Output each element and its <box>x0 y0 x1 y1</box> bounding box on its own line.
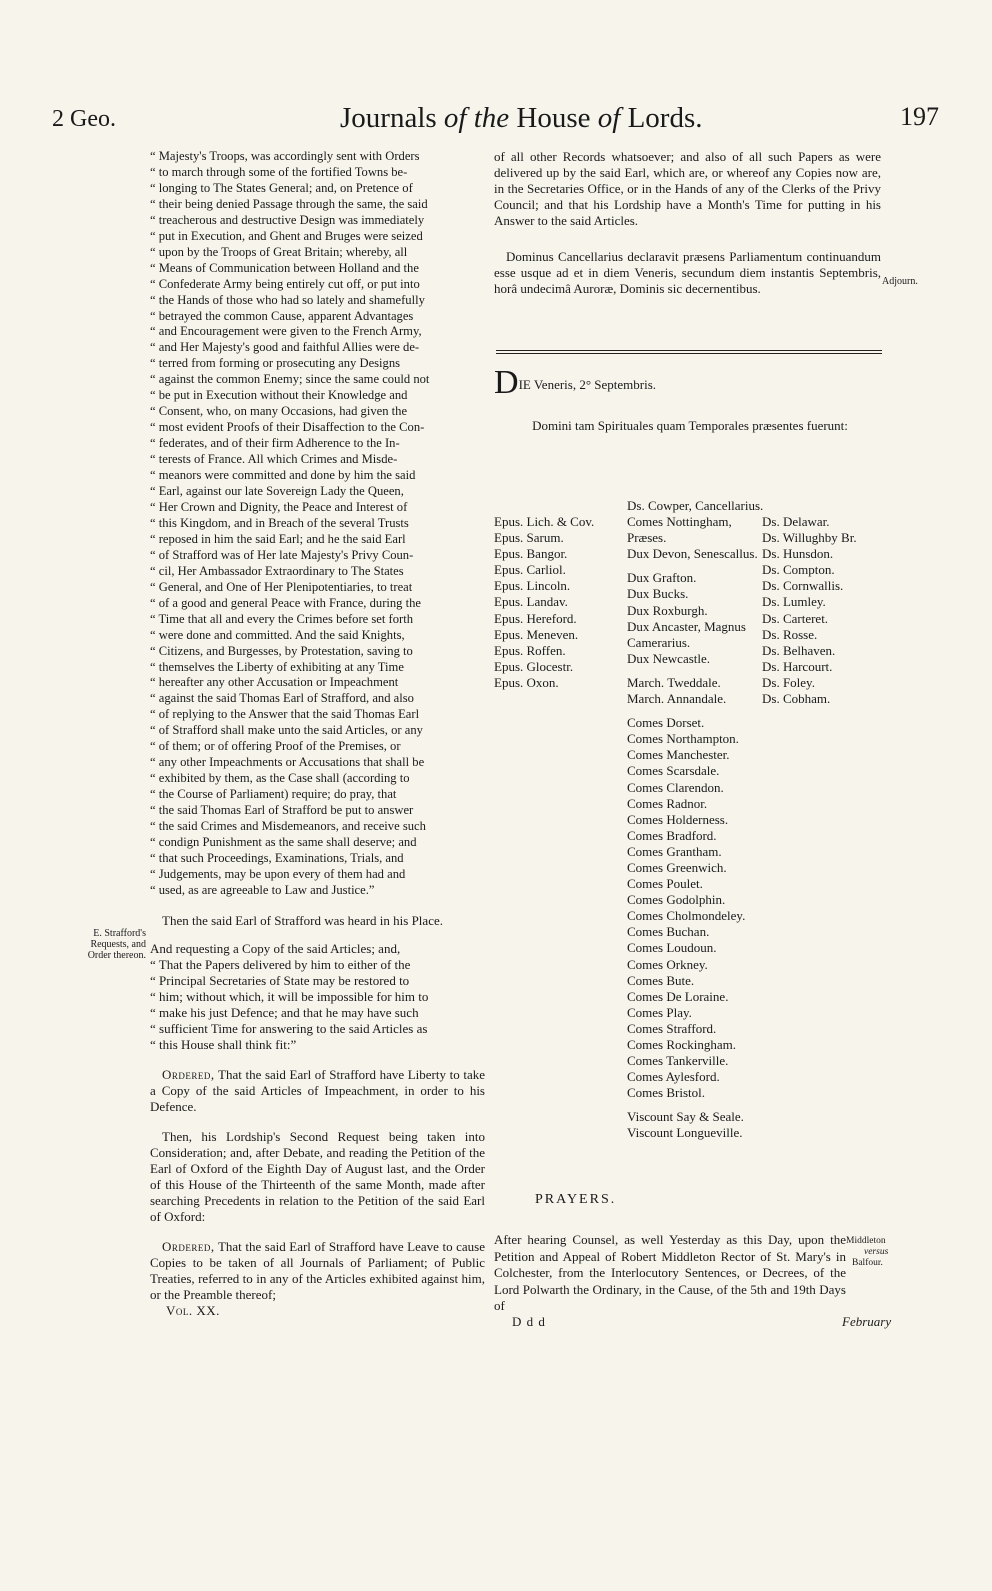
quote-line: “ General, and One of Her Plenipotentiaries, to treat <box>150 579 413 594</box>
lord-entry: Comes Buchan. <box>627 924 710 940</box>
margin-note-strafford <box>60 928 146 961</box>
lord-entry: Comes Nottingham, Præses. <box>627 514 732 546</box>
quote-line: “ Consent, who, on many Occasions, had given the <box>150 404 408 419</box>
lord-entry: Ds. Cowper, Cancellarius. <box>627 498 764 513</box>
quote-line: “ terests of France. All which Crimes and Misde- <box>150 452 398 467</box>
prayers-heading: PRAYERS. <box>535 1192 617 1207</box>
baron-entry: Ds. Lumley. <box>762 594 826 610</box>
quote-line: “ reposed in him the said Earl; and he the said Earl <box>150 531 406 546</box>
title-lords: Lords. <box>627 102 703 134</box>
quote-line: “ Her Crown and Dignity, the Peace and Interest of <box>150 499 408 514</box>
quote-line: “ of Strafford was of Her late Majesty's Privy Coun- <box>150 547 414 562</box>
lord-entry: Comes Aylesford. <box>627 1069 720 1085</box>
quote-line: “ that such Proceedings, Examinations, Trials, and <box>150 850 404 865</box>
lord-entry: Comes Poulet. <box>627 876 703 892</box>
ordered-label: Ordered, <box>162 1238 215 1254</box>
lord-entry: Comes Holderness. <box>627 811 729 827</box>
title-journals: Journals <box>340 102 437 134</box>
quote-line: “ and Encouragement were given to the French Army, <box>150 324 422 339</box>
lord-entry: Comes Northampton. <box>627 731 739 747</box>
list-gap <box>627 1101 767 1109</box>
baron-entry: Ds. Cobham. <box>762 691 831 707</box>
lord-entry: Comes Orkney. <box>627 956 708 972</box>
lord-entry: Comes Radnor. <box>627 795 708 811</box>
earl-requests <box>150 941 485 1053</box>
list-gap <box>627 562 767 570</box>
quote-line: “ the Course of Parliament) require; do pray, that <box>150 787 397 802</box>
quote-line: “ exhibited by them, as the Case shall (according to <box>150 771 410 786</box>
quote-line: “ put in Execution, and Ghent and Bruges were seized <box>150 228 423 243</box>
bishop-entry: Epus. Lincoln. <box>494 578 571 594</box>
journal-title <box>340 102 703 135</box>
regnal-year: 2 Geo. <box>52 106 116 132</box>
catchword-signature: D d d <box>512 1314 546 1329</box>
sitting-date <box>494 364 657 401</box>
quote-line: “ Judgements, may be upon every of them had and <box>150 866 406 881</box>
sitting-date-text: IE Veneris, 2° Septembris. <box>518 377 657 392</box>
quote-line: “ Time that all and every the Crimes before set forth <box>150 611 413 626</box>
lord-entry: Comes Strafford. <box>627 1020 717 1036</box>
lord-entry: Comes De Loraine. <box>627 988 729 1004</box>
quote-line: “ Majesty's Troops, was accordingly sent with Orders <box>150 149 420 163</box>
request-line: “ sufficient Time for answering to the said Articles as <box>150 1020 428 1036</box>
quote-line: “ the Hands of those who had so lately and shamefully <box>150 292 425 307</box>
lord-entry: Dux Bucks. <box>627 586 689 602</box>
quote-line: “ federates, and of their firm Adherence to the In- <box>150 436 400 451</box>
middleton-paragraph: After hearing Counsel, as well Yesterday as this Day, upon the Petition and Appeal of Robert Middleton Rector of St. Mary's in Colchester, from the Interlocutory Sentences, or Decrees, of the Lord Polwarth the Ordinary, in the Cause, of the 5th and 19th Days of <box>494 1232 846 1313</box>
baron-entry: Ds. Belhaven. <box>762 642 836 658</box>
quote-line: “ the said Thomas Earl of Strafford be put to answer <box>150 803 414 818</box>
right-column-top <box>494 149 881 311</box>
bishop-entry: Epus. Sarum. <box>494 530 564 546</box>
quote-line: “ of them; or of offering Proof of the Premises, or <box>150 739 401 754</box>
lord-entry: Comes Bute. <box>627 972 695 988</box>
bishop-entry: Epus. Lich. & Cov. <box>494 514 595 529</box>
lord-entry: Viscount Say & Seale. <box>627 1109 744 1125</box>
margin-note-adjourn: Adjourn. <box>882 276 918 287</box>
baron-entry: Ds. Harcourt. <box>762 658 833 674</box>
request-line: And requesting a Copy of the said Articles; and, <box>150 940 401 956</box>
lord-entry: Dux Roxburgh. <box>627 602 708 618</box>
quote-line: “ Confederate Army being entirely cut off, or put into <box>150 276 420 291</box>
quote-line: “ the said Crimes and Misdemeanors, and receive such <box>150 819 426 834</box>
bishop-entry: Epus. Oxon. <box>494 674 559 690</box>
lord-entry: Comes Tankerville. <box>627 1053 729 1069</box>
lord-entry: Comes Godolphin. <box>627 892 726 908</box>
request-line: “ That the Papers delivered by him to either of the <box>150 956 411 972</box>
section-rule <box>496 350 882 351</box>
lord-entry: Comes Rockingham. <box>627 1037 737 1052</box>
quote-line: “ used, as are agreeable to Law and Justice.” <box>150 882 375 897</box>
lord-entry: Comes Cholmondeley. <box>627 908 746 924</box>
quote-line: “ Means of Communication between Holland and the <box>150 260 419 275</box>
baron-entry: Ds. Rosse. <box>762 626 818 642</box>
list-gap <box>627 707 767 715</box>
quote-line: “ upon by the Troops of Great Britain; whereby, all <box>150 244 408 259</box>
request-line: “ him; without which, it will be impossible for him to <box>150 988 429 1004</box>
margin-line: versus <box>864 1247 889 1257</box>
lord-entry: Comes Clarendon. <box>627 779 724 795</box>
margin-line: Middleton <box>846 1236 886 1246</box>
ordered-leave-paragraph <box>150 1239 485 1303</box>
barons-list <box>762 514 857 707</box>
request-line: “ Principal Secretaries of State may be restored to <box>150 972 410 988</box>
lord-entry: March. Tweddale. <box>627 674 721 690</box>
bishop-entry: Epus. Landav. <box>494 594 568 610</box>
bishop-entry: Epus. Carliol. <box>494 562 566 578</box>
quote-line: “ be put in Execution without their Knowledge and <box>150 388 408 403</box>
quote-line: “ any other Impeachments or Accusations that shall be <box>150 755 425 770</box>
quote-line: “ longing to The States General; and, on Pretence of <box>150 180 413 195</box>
quote-line: “ of Strafford shall make unto the said Articles, or any <box>150 723 423 738</box>
margin-line: Requests, and <box>90 939 146 950</box>
request-line: “ this House shall think fit:” <box>150 1036 297 1052</box>
catchword: February <box>842 1314 892 1329</box>
lord-entry: Comes Grantham. <box>627 843 722 859</box>
quote-line: “ betrayed the common Cause, apparent Advantages <box>150 308 414 323</box>
quote-line: “ treacherous and destructive Design was immediately <box>150 212 425 227</box>
quote-line: “ Citizens, and Burgesses, by Protestation, saving to <box>150 643 413 658</box>
lord-entry: Comes Loudoun. <box>627 940 717 956</box>
quote-line: “ cil, Her Ambassador Extraordinary to The States <box>150 563 404 578</box>
lords-present-heading: Domini tam Spirituales quam Temporales præsentes fuerunt: <box>532 418 848 433</box>
lord-entry: Dux Ancaster, Magnus Camerarius. <box>627 618 746 650</box>
title-of: of <box>597 102 621 134</box>
quote-line: “ this Kingdom, and in Breach of the several Trusts <box>150 515 409 530</box>
baron-entry: Ds. Foley. <box>762 674 815 690</box>
quote-line: “ Earl, against our late Sovereign Lady the Queen, <box>150 484 404 499</box>
quote-line: “ of replying to the Answer that the said Thomas Earl <box>150 707 420 722</box>
lord-entry: Comes Dorset. <box>627 715 705 731</box>
quote-line: “ their being denied Passage through the same, the said <box>150 196 428 211</box>
bishop-entry: Epus. Roffen. <box>494 642 566 658</box>
lord-entry: Dux Grafton. <box>627 570 697 586</box>
bishops-list <box>494 514 594 691</box>
margin-line: Order thereon. <box>87 950 146 961</box>
volume-label: Vol. XX. <box>166 1302 220 1318</box>
adjournment-paragraph: Dominus Cancellarius declaravit præsens Parliamentum continuandum esse usque ad et in diem Veneris, secundum diem instantis Septembris, horâ undecimâ Auroræ, Dominis sic decernentibus. <box>494 249 881 296</box>
margin-line: Balfour. <box>852 1258 883 1268</box>
second-request-paragraph: Then, his Lordship's Second Request being taken into Consideration; and, after Debate, and reading the Petition of the Earl of Oxford of the Eighth Day of August last, and the Order of this House of the Thirteenth of the same Month, made after searching Precedents in relation to the Petition of the said Earl of Oxford: <box>150 1128 485 1224</box>
left-column <box>150 149 485 1319</box>
lord-entry: Comes Greenwich. <box>627 859 727 875</box>
records-paragraph: of all other Records whatsoever; and also of all such Papers as were delivered up by the said Earl, which are, or whereof any Copies now are, in the Secretaries Office, or in the Hands of any of the Clerks of the Privy Council; and that his Lordship have a Month's Time for putting in his Answer to the said Articles. <box>494 149 881 228</box>
earl-heard-paragraph: Then the said Earl of Strafford was heard in his Place. <box>162 912 443 928</box>
quote-line: “ most evident Proofs of their Disaffection to the Con- <box>150 420 425 435</box>
lord-entry: March. Annandale. <box>627 691 727 707</box>
ordered-copy-paragraph <box>150 1067 485 1115</box>
impeachment-quote <box>150 149 485 899</box>
quote-line: “ terred from forming or prosecuting any Designs <box>150 356 401 371</box>
quote-line: “ against the said Thomas Earl of Strafford, and also <box>150 691 414 706</box>
baron-entry: Ds. Delawar. <box>762 514 830 529</box>
lord-entry: Dux Devon, Senescallus. <box>627 546 758 562</box>
page-header <box>0 100 992 140</box>
quote-line: “ condign Punishment as the same shall deserve; and <box>150 834 417 849</box>
quote-line: “ to march through some of the fortified Towns be- <box>150 164 408 179</box>
baron-entry: Ds. Compton. <box>762 562 835 578</box>
lord-entry: Comes Bradford. <box>627 827 717 843</box>
margin-note-middleton <box>846 1236 956 1269</box>
list-gap <box>627 667 767 675</box>
bishop-entry: Epus. Bangor. <box>494 546 568 562</box>
lord-entry: Comes Manchester. <box>627 747 730 763</box>
section-rule <box>496 353 882 354</box>
quote-line: “ of a good and general Peace with France, during the <box>150 595 422 610</box>
ordered-copy-text: That the said Earl of Strafford have Liberty to take a Copy of the said Articles of Impeachment, in order to his Defence. <box>150 1066 486 1114</box>
baron-entry: Ds. Hunsdon. <box>762 546 834 562</box>
ordered-leave-text: That the said Earl of Strafford have Leave to cause Copies to be taken of all Journals of Parliament; of Public Treaties, referred to in any of the Articles exhibited against him, or the Preamble thereof; <box>150 1238 486 1302</box>
lord-entry: Comes Scarsdale. <box>627 763 720 779</box>
baron-entry: Ds. Cornwallis. <box>762 578 844 594</box>
baron-entry: Ds. Willughby Br. <box>762 530 857 546</box>
lord-entry: Comes Bristol. <box>627 1085 706 1101</box>
quote-line: “ themselves the Liberty of exhibiting at any Time <box>150 659 404 674</box>
quote-line: “ hereafter any other Accusation or Impeachment <box>150 675 399 690</box>
lord-entry: Dux Newcastle. <box>627 650 711 666</box>
baron-entry: Ds. Carteret. <box>762 610 829 626</box>
bishop-entry: Epus. Glocestr. <box>494 658 574 674</box>
quote-line: “ and Her Majesty's good and faithful Allies were de- <box>150 340 420 355</box>
drop-capital: D <box>494 364 519 401</box>
title-house: House <box>516 102 591 134</box>
title-of-the: of the <box>443 102 510 134</box>
request-line: “ make his just Defence; and that he may have such <box>150 1004 419 1020</box>
bishop-entry: Epus. Meneven. <box>494 626 579 642</box>
lord-entry: Viscount Longueville. <box>627 1125 743 1141</box>
bishop-entry: Epus. Hereford. <box>494 610 577 626</box>
page-number: 197 <box>900 102 939 131</box>
ordered-label: Ordered, <box>162 1066 215 1082</box>
margin-line: E. Strafford's <box>93 928 146 939</box>
temporal-lords-list <box>627 498 767 1142</box>
quote-line: “ were done and committed. And the said Knights, <box>150 627 405 642</box>
lord-entry: Comes Play. <box>627 1004 692 1020</box>
quote-line: “ meanors were committed and done by him the said <box>150 468 416 483</box>
quote-line: “ against the common Enemy; since the same could not <box>150 372 430 387</box>
